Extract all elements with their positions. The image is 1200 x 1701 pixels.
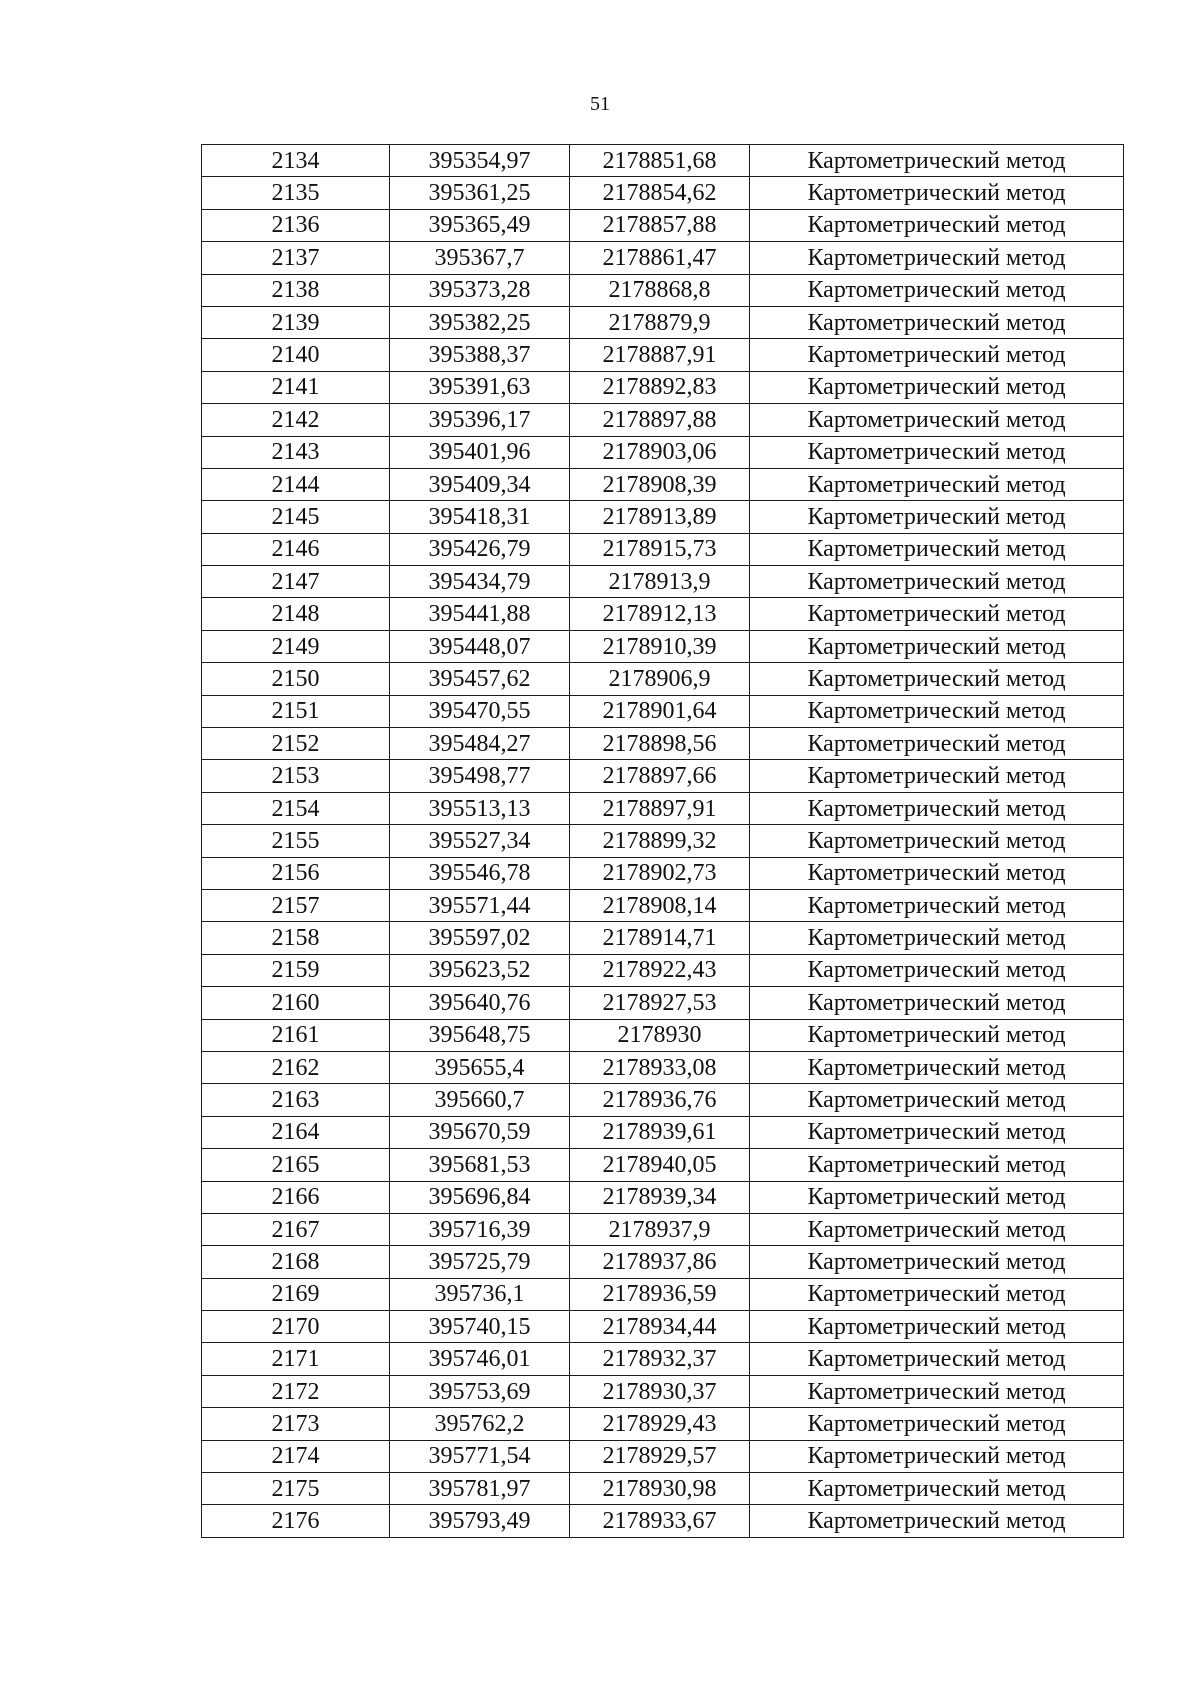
table-row xyxy=(202,339,1124,371)
y-coordinate-cell: 2178915,73 xyxy=(570,533,750,565)
y-coordinate-cell: 2178857,88 xyxy=(570,209,750,241)
table-row xyxy=(202,1181,1124,1213)
point-number-cell: 2139 xyxy=(202,306,390,338)
point-number-cell: 2144 xyxy=(202,468,390,500)
point-number-cell: 2169 xyxy=(202,1278,390,1310)
y-coordinate-cell: 2178934,44 xyxy=(570,1311,750,1343)
point-number-cell: 2138 xyxy=(202,274,390,306)
point-number-cell: 2173 xyxy=(202,1408,390,1440)
y-coordinate-cell: 2178897,91 xyxy=(570,792,750,824)
point-number-cell: 2147 xyxy=(202,566,390,598)
table-row xyxy=(202,1149,1124,1181)
point-number-cell: 2154 xyxy=(202,792,390,824)
x-coordinate-cell: 395426,79 xyxy=(390,533,570,565)
point-number-cell: 2159 xyxy=(202,954,390,986)
y-coordinate-cell: 2178913,9 xyxy=(570,566,750,598)
x-coordinate-cell: 395418,31 xyxy=(390,501,570,533)
table-row xyxy=(202,728,1124,760)
y-coordinate-cell: 2178903,06 xyxy=(570,436,750,468)
x-coordinate-cell: 395391,63 xyxy=(390,371,570,403)
method-cell: Картометрический метод xyxy=(750,468,1124,500)
x-coordinate-cell: 395696,84 xyxy=(390,1181,570,1213)
point-number-cell: 2136 xyxy=(202,209,390,241)
method-cell: Картометрический метод xyxy=(750,533,1124,565)
x-coordinate-cell: 395470,55 xyxy=(390,695,570,727)
x-coordinate-cell: 395660,7 xyxy=(390,1084,570,1116)
y-coordinate-cell: 2178933,08 xyxy=(570,1051,750,1083)
y-coordinate-cell: 2178897,88 xyxy=(570,404,750,436)
method-cell: Картометрический метод xyxy=(750,1408,1124,1440)
point-number-cell: 2168 xyxy=(202,1246,390,1278)
table-row xyxy=(202,209,1124,241)
y-coordinate-cell: 2178929,57 xyxy=(570,1440,750,1472)
y-coordinate-cell: 2178906,9 xyxy=(570,663,750,695)
x-coordinate-cell: 395753,69 xyxy=(390,1375,570,1407)
y-coordinate-cell: 2178854,62 xyxy=(570,177,750,209)
method-cell: Картометрический метод xyxy=(750,954,1124,986)
method-cell: Картометрический метод xyxy=(750,1440,1124,1472)
point-number-cell: 2135 xyxy=(202,177,390,209)
table-row xyxy=(202,1278,1124,1310)
x-coordinate-cell: 395597,02 xyxy=(390,922,570,954)
y-coordinate-cell: 2178939,61 xyxy=(570,1116,750,1148)
table-row xyxy=(202,792,1124,824)
point-number-cell: 2151 xyxy=(202,695,390,727)
x-coordinate-cell: 395396,17 xyxy=(390,404,570,436)
point-number-cell: 2153 xyxy=(202,760,390,792)
y-coordinate-cell: 2178922,43 xyxy=(570,954,750,986)
table-row xyxy=(202,1311,1124,1343)
method-cell: Картометрический метод xyxy=(750,1246,1124,1278)
method-cell: Картометрический метод xyxy=(750,1311,1124,1343)
method-cell: Картометрический метод xyxy=(750,501,1124,533)
x-coordinate-cell: 395367,7 xyxy=(390,242,570,274)
table-row xyxy=(202,1375,1124,1407)
point-number-cell: 2134 xyxy=(202,145,390,177)
method-cell: Картометрический метод xyxy=(750,209,1124,241)
y-coordinate-cell: 2178908,14 xyxy=(570,889,750,921)
table-row xyxy=(202,404,1124,436)
method-cell: Картометрический метод xyxy=(750,1375,1124,1407)
point-number-cell: 2140 xyxy=(202,339,390,371)
table-row xyxy=(202,1051,1124,1083)
method-cell: Картометрический метод xyxy=(750,145,1124,177)
method-cell: Картометрический метод xyxy=(750,274,1124,306)
y-coordinate-cell: 2178936,76 xyxy=(570,1084,750,1116)
y-coordinate-cell: 2178913,89 xyxy=(570,501,750,533)
point-number-cell: 2155 xyxy=(202,825,390,857)
point-number-cell: 2172 xyxy=(202,1375,390,1407)
x-coordinate-cell: 395655,4 xyxy=(390,1051,570,1083)
x-coordinate-cell: 395681,53 xyxy=(390,1149,570,1181)
method-cell: Картометрический метод xyxy=(750,663,1124,695)
x-coordinate-cell: 395771,54 xyxy=(390,1440,570,1472)
point-number-cell: 2156 xyxy=(202,857,390,889)
point-number-cell: 2165 xyxy=(202,1149,390,1181)
point-number-cell: 2152 xyxy=(202,728,390,760)
table-row xyxy=(202,1473,1124,1505)
method-cell: Картометрический метод xyxy=(750,1019,1124,1051)
y-coordinate-cell: 2178898,56 xyxy=(570,728,750,760)
point-number-cell: 2175 xyxy=(202,1473,390,1505)
table-row xyxy=(202,1343,1124,1375)
y-coordinate-cell: 2178930,98 xyxy=(570,1473,750,1505)
method-cell: Картометрический метод xyxy=(750,371,1124,403)
method-cell: Картометрический метод xyxy=(750,436,1124,468)
y-coordinate-cell: 2178932,37 xyxy=(570,1343,750,1375)
point-number-cell: 2176 xyxy=(202,1505,390,1537)
y-coordinate-cell: 2178901,64 xyxy=(570,695,750,727)
point-number-cell: 2166 xyxy=(202,1181,390,1213)
point-number-cell: 2145 xyxy=(202,501,390,533)
x-coordinate-cell: 395740,15 xyxy=(390,1311,570,1343)
y-coordinate-cell: 2178914,71 xyxy=(570,922,750,954)
table-row xyxy=(202,598,1124,630)
x-coordinate-cell: 395527,34 xyxy=(390,825,570,857)
method-cell: Картометрический метод xyxy=(750,1181,1124,1213)
table-row xyxy=(202,566,1124,598)
point-number-cell: 2141 xyxy=(202,371,390,403)
x-coordinate-cell: 395448,07 xyxy=(390,630,570,662)
method-cell: Картометрический метод xyxy=(750,889,1124,921)
table-row xyxy=(202,825,1124,857)
x-coordinate-cell: 395498,77 xyxy=(390,760,570,792)
table-row xyxy=(202,1084,1124,1116)
method-cell: Картометрический метод xyxy=(750,792,1124,824)
table-row xyxy=(202,857,1124,889)
method-cell: Картометрический метод xyxy=(750,1051,1124,1083)
y-coordinate-cell: 2178887,91 xyxy=(570,339,750,371)
method-cell: Картометрический метод xyxy=(750,306,1124,338)
y-coordinate-cell: 2178936,59 xyxy=(570,1278,750,1310)
x-coordinate-cell: 395781,97 xyxy=(390,1473,570,1505)
table-row xyxy=(202,436,1124,468)
x-coordinate-cell: 395409,34 xyxy=(390,468,570,500)
method-cell: Картометрический метод xyxy=(750,922,1124,954)
table-row xyxy=(202,274,1124,306)
method-cell: Картометрический метод xyxy=(750,1473,1124,1505)
x-coordinate-cell: 395571,44 xyxy=(390,889,570,921)
y-coordinate-cell: 2178899,32 xyxy=(570,825,750,857)
point-number-cell: 2163 xyxy=(202,1084,390,1116)
x-coordinate-cell: 395388,37 xyxy=(390,339,570,371)
table-row xyxy=(202,663,1124,695)
y-coordinate-cell: 2178879,9 xyxy=(570,306,750,338)
coordinates-table-body xyxy=(202,145,1124,1538)
point-number-cell: 2157 xyxy=(202,889,390,921)
method-cell: Картометрический метод xyxy=(750,857,1124,889)
table-row xyxy=(202,371,1124,403)
y-coordinate-cell: 2178902,73 xyxy=(570,857,750,889)
y-coordinate-cell: 2178939,34 xyxy=(570,1181,750,1213)
table-row xyxy=(202,1440,1124,1472)
page-number: 51 xyxy=(590,93,610,115)
table-row xyxy=(202,533,1124,565)
x-coordinate-cell: 395441,88 xyxy=(390,598,570,630)
method-cell: Картометрический метод xyxy=(750,1343,1124,1375)
table-row xyxy=(202,306,1124,338)
point-number-cell: 2167 xyxy=(202,1213,390,1245)
x-coordinate-cell: 395361,25 xyxy=(390,177,570,209)
table-row xyxy=(202,760,1124,792)
y-coordinate-cell: 2178929,43 xyxy=(570,1408,750,1440)
point-number-cell: 2158 xyxy=(202,922,390,954)
method-cell: Картометрический метод xyxy=(750,242,1124,274)
method-cell: Картометрический метод xyxy=(750,1278,1124,1310)
y-coordinate-cell: 2178933,67 xyxy=(570,1505,750,1537)
table-row xyxy=(202,987,1124,1019)
point-number-cell: 2164 xyxy=(202,1116,390,1148)
point-number-cell: 2146 xyxy=(202,533,390,565)
point-number-cell: 2162 xyxy=(202,1051,390,1083)
table-row xyxy=(202,145,1124,177)
x-coordinate-cell: 395354,97 xyxy=(390,145,570,177)
y-coordinate-cell: 2178912,13 xyxy=(570,598,750,630)
point-number-cell: 2171 xyxy=(202,1343,390,1375)
x-coordinate-cell: 395648,75 xyxy=(390,1019,570,1051)
x-coordinate-cell: 395746,01 xyxy=(390,1343,570,1375)
x-coordinate-cell: 395457,62 xyxy=(390,663,570,695)
table-row xyxy=(202,1408,1124,1440)
method-cell: Картометрический метод xyxy=(750,1213,1124,1245)
x-coordinate-cell: 395365,49 xyxy=(390,209,570,241)
method-cell: Картометрический метод xyxy=(750,695,1124,727)
table-row xyxy=(202,1505,1124,1537)
x-coordinate-cell: 395382,25 xyxy=(390,306,570,338)
point-number-cell: 2142 xyxy=(202,404,390,436)
y-coordinate-cell: 2178892,83 xyxy=(570,371,750,403)
x-coordinate-cell: 395640,76 xyxy=(390,987,570,1019)
table-row xyxy=(202,630,1124,662)
point-number-cell: 2150 xyxy=(202,663,390,695)
table-row xyxy=(202,242,1124,274)
method-cell: Картометрический метод xyxy=(750,1505,1124,1537)
method-cell: Картометрический метод xyxy=(750,630,1124,662)
table-row xyxy=(202,922,1124,954)
point-number-cell: 2143 xyxy=(202,436,390,468)
method-cell: Картометрический метод xyxy=(750,177,1124,209)
y-coordinate-cell: 2178940,05 xyxy=(570,1149,750,1181)
method-cell: Картометрический метод xyxy=(750,760,1124,792)
table-row xyxy=(202,695,1124,727)
x-coordinate-cell: 395736,1 xyxy=(390,1278,570,1310)
point-number-cell: 2137 xyxy=(202,242,390,274)
table-row xyxy=(202,889,1124,921)
y-coordinate-cell: 2178937,86 xyxy=(570,1246,750,1278)
method-cell: Картометрический метод xyxy=(750,566,1124,598)
table-row xyxy=(202,501,1124,533)
y-coordinate-cell: 2178930 xyxy=(570,1019,750,1051)
method-cell: Картометрический метод xyxy=(750,339,1124,371)
method-cell: Картометрический метод xyxy=(750,825,1124,857)
point-number-cell: 2148 xyxy=(202,598,390,630)
x-coordinate-cell: 395670,59 xyxy=(390,1116,570,1148)
point-number-cell: 2160 xyxy=(202,987,390,1019)
method-cell: Картометрический метод xyxy=(750,1149,1124,1181)
x-coordinate-cell: 395401,96 xyxy=(390,436,570,468)
x-coordinate-cell: 395484,27 xyxy=(390,728,570,760)
x-coordinate-cell: 395762,2 xyxy=(390,1408,570,1440)
y-coordinate-cell: 2178897,66 xyxy=(570,760,750,792)
table-row xyxy=(202,954,1124,986)
method-cell: Картометрический метод xyxy=(750,404,1124,436)
y-coordinate-cell: 2178851,68 xyxy=(570,145,750,177)
method-cell: Картометрический метод xyxy=(750,598,1124,630)
table-row xyxy=(202,1246,1124,1278)
y-coordinate-cell: 2178868,8 xyxy=(570,274,750,306)
point-number-cell: 2149 xyxy=(202,630,390,662)
table-row xyxy=(202,1019,1124,1051)
table-row xyxy=(202,1116,1124,1148)
x-coordinate-cell: 395434,79 xyxy=(390,566,570,598)
y-coordinate-cell: 2178861,47 xyxy=(570,242,750,274)
table-row xyxy=(202,468,1124,500)
y-coordinate-cell: 2178910,39 xyxy=(570,630,750,662)
table-row xyxy=(202,1213,1124,1245)
point-number-cell: 2161 xyxy=(202,1019,390,1051)
x-coordinate-cell: 395623,52 xyxy=(390,954,570,986)
point-number-cell: 2170 xyxy=(202,1311,390,1343)
x-coordinate-cell: 395373,28 xyxy=(390,274,570,306)
x-coordinate-cell: 395793,49 xyxy=(390,1505,570,1537)
y-coordinate-cell: 2178937,9 xyxy=(570,1213,750,1245)
method-cell: Картометрический метод xyxy=(750,728,1124,760)
table-row xyxy=(202,177,1124,209)
x-coordinate-cell: 395513,13 xyxy=(390,792,570,824)
method-cell: Картометрический метод xyxy=(750,1116,1124,1148)
method-cell: Картометрический метод xyxy=(750,1084,1124,1116)
point-number-cell: 2174 xyxy=(202,1440,390,1472)
x-coordinate-cell: 395716,39 xyxy=(390,1213,570,1245)
coordinates-table xyxy=(201,144,1124,1538)
y-coordinate-cell: 2178908,39 xyxy=(570,468,750,500)
x-coordinate-cell: 395725,79 xyxy=(390,1246,570,1278)
x-coordinate-cell: 395546,78 xyxy=(390,857,570,889)
method-cell: Картометрический метод xyxy=(750,987,1124,1019)
y-coordinate-cell: 2178930,37 xyxy=(570,1375,750,1407)
y-coordinate-cell: 2178927,53 xyxy=(570,987,750,1019)
